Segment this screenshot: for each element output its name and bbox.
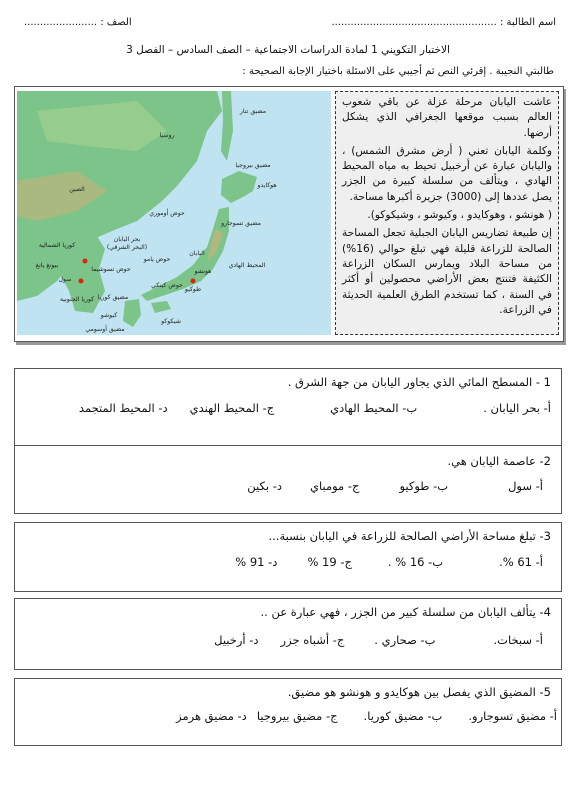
page-title: الاختبار التكويني 1 لمادة الدراسات الاجتماعية – الصف السادس – الفصل 3 xyxy=(126,44,450,56)
map-label-perouse: مضيق بيروجيا xyxy=(235,162,271,169)
option-b[interactable]: ب- مضيق كوريا. xyxy=(363,709,443,723)
option-b[interactable]: ب- المحيط الهادي xyxy=(330,401,418,415)
question-options xyxy=(25,555,543,569)
question-options xyxy=(25,401,551,415)
question-text: 2- عاصمة اليابان هي. xyxy=(447,454,551,468)
question-options xyxy=(25,479,543,493)
map-label-tatar: مضيق تتار xyxy=(239,108,267,115)
passage-paragraph-3: ( هونشو ، وهوكايدو ، وكيوشو ، وشيكوكو). xyxy=(367,209,552,222)
option-b[interactable]: ب- 16 % . xyxy=(387,555,444,569)
class-dots: ....................... xyxy=(24,17,98,28)
question-text: 1 - المسطح المائي الذي يجاور اليابان من جهة الشرق . xyxy=(287,375,551,389)
pyongyang-marker xyxy=(83,259,88,264)
option-c[interactable]: ج- مضيق بيروجيا xyxy=(256,709,338,723)
option-d[interactable]: د- أرخبيل xyxy=(214,633,259,647)
student-name-field xyxy=(331,17,556,28)
map-label-korea-strait: مضيق كوريا xyxy=(97,294,129,301)
question-options xyxy=(25,709,557,723)
map-label-sea-japan: بحر اليابان xyxy=(113,236,141,243)
map-label-pacific: المحيط الهادي xyxy=(228,262,266,269)
seoul-marker xyxy=(79,279,84,284)
option-a[interactable]: أ- مضيق تسوجارو. xyxy=(468,709,557,723)
map-label-shikoku: شيكوكو xyxy=(161,318,181,325)
map-label-tokyo: طوكيو xyxy=(184,286,202,293)
student-name-label: اسم الطالبة : xyxy=(499,17,556,28)
question-box-2 xyxy=(14,446,562,514)
option-c[interactable]: ج- أشباه جزر xyxy=(280,633,345,647)
passage-paragraph-4: إن طبيعة تضاريس اليابان الجبلية تجعل المساحة الصالحة للزراعة قليلة فهي تبلغ حوالي (16%) من مساحة البلاد ويمارس السكان الزراعة الكثيفة فتنتج بعض الأراضي محصولين أو أكثر في السنة ، كما تستخدم الطرق العلمية الحديثة في الزراعة. xyxy=(342,227,552,316)
question-text: 5- المضيق الذي يفصل بين هوكايدو و هونشو هو مضيق. xyxy=(287,685,551,699)
option-a[interactable]: أ- 61 %. xyxy=(499,555,543,569)
option-b[interactable]: ب- صحاري . xyxy=(374,633,436,647)
map-label-japan: اليابان xyxy=(189,250,205,257)
map-label-honshu: هونشو xyxy=(194,268,212,275)
question-text: 4- يتألف اليابان من سلسلة كبير من الجزر ، فهي عبارة عن .. xyxy=(260,605,551,619)
option-c[interactable]: ج- مومباي xyxy=(309,479,360,493)
class-label: الصف : xyxy=(100,17,132,28)
tokyo-marker xyxy=(191,279,196,284)
student-name-dots: .................................................... xyxy=(331,17,497,28)
option-d[interactable]: د- 91 % xyxy=(235,555,278,569)
option-b[interactable]: ب- طوكيو xyxy=(399,479,449,493)
map-label-kyushu: كيوشو xyxy=(100,312,118,319)
map-label-hokkaido: هوكايدو xyxy=(257,182,277,189)
question-text: 3- تبلغ مساحة الأراضي الصالحة للزراعة في اليابان بنسبة... xyxy=(268,529,551,543)
map-label-basin-yamato: حوض يامو xyxy=(143,256,171,263)
option-a[interactable]: أ- بحر اليابان . xyxy=(483,401,551,415)
map-label-russia: روسيا xyxy=(159,132,175,139)
option-d[interactable]: د- مضيق هرمز xyxy=(176,709,247,723)
passage-paragraph-1: عاشت اليابان مرحلة عزلة عن باقي شعوب العالم بسبب موقعها الجغرافي الذي يشكل أرضها. xyxy=(342,96,552,139)
passage-box xyxy=(335,91,559,335)
map-label-north-korea: كوريا الشمالية xyxy=(38,242,76,249)
question-options xyxy=(25,633,543,647)
map-label-osumi: مضيق أوسومي xyxy=(85,326,125,333)
question-box-4 xyxy=(14,598,562,670)
map-label-china: الصين xyxy=(69,186,85,193)
map-label-basin-kinki: حوض كينكي xyxy=(151,282,183,289)
map-label-sea-japan-alt: (البحر الشرقي) xyxy=(106,244,148,251)
option-a[interactable]: أ- سبخات. xyxy=(493,633,543,647)
option-c[interactable]: ج- 19 % xyxy=(307,555,352,569)
option-c[interactable]: ج- المحيط الهندي xyxy=(189,401,275,415)
map-label-basin-tsushima: حوض تسوشيما xyxy=(91,266,131,273)
map-label-south-korea: كوريا الجنوبية xyxy=(59,296,95,303)
japan-map xyxy=(17,91,331,335)
passage-paragraph-2: وكلمة اليابان تعني ( أرض مشرق الشمس) ، واليابان عبارة عن أرخبيل تحيط به مياه المحيط الهادي ، ويتألف من سلسلة كبيرة من الجزر يصل عددها إلى (3000) جزيرة أكبرها مساحة. xyxy=(342,144,552,203)
option-a[interactable]: أ- سول xyxy=(508,479,543,493)
question-box-1 xyxy=(14,368,562,446)
option-d[interactable]: د- المحيط المتجمد xyxy=(78,401,168,415)
question-box-5 xyxy=(14,678,562,746)
map-label-pyongyang: بيونغ يانغ xyxy=(35,262,59,269)
map-label-tsugaru: مضيق تسوجارو xyxy=(221,220,261,227)
instruction-text: طالبتي النجيبة . إقرئي النص ثم أجيبي على الاسئلة باختيار الإجابة الصحيحة : xyxy=(242,66,554,77)
class-field xyxy=(24,17,132,28)
map-label-basin-aomori: حوض أوموري xyxy=(149,210,185,217)
reading-panel xyxy=(14,86,564,342)
option-d[interactable]: د- بكين xyxy=(247,479,282,493)
question-box-3 xyxy=(14,522,562,592)
map-label-seoul: سول xyxy=(58,276,72,283)
